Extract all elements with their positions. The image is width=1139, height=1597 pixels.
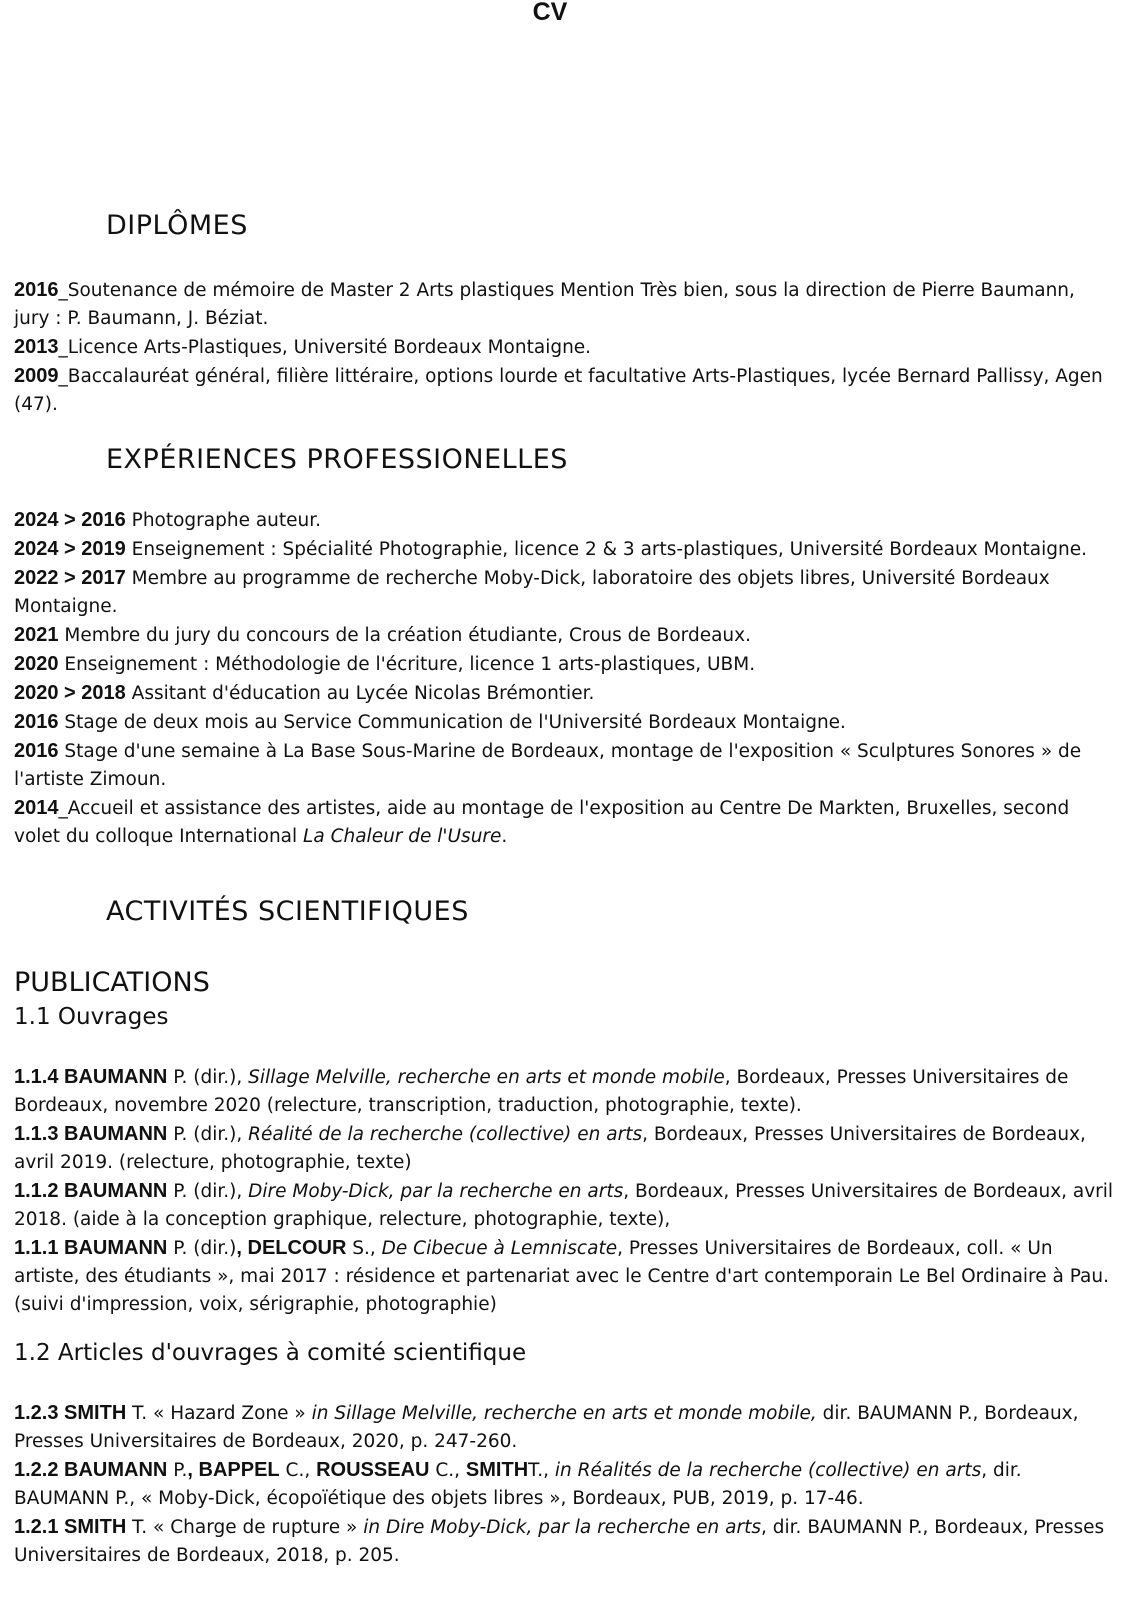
entry-text-3: C.,	[429, 1460, 466, 1481]
entry-text: _Licence Arts-Plastiques, Université Bordeaux Montaigne.	[58, 337, 592, 358]
entry-text: Membre du jury du concours de la création étudiante, Crous de Bordeaux.	[58, 625, 751, 646]
list-item	[14, 650, 1114, 679]
entry-key: 1.1.2 BAUMANN	[14, 1180, 168, 1202]
entry-italic: in Réalités de la recherche (collective) en arts	[554, 1460, 982, 1481]
entry-text: Stage de deux mois au Service Communication de l'Université Bordeaux Montaigne.	[58, 712, 846, 733]
list-item	[14, 506, 1114, 535]
entry-key: 1.2.1 SMITH	[14, 1516, 127, 1538]
list-item	[14, 708, 1114, 737]
entry-key: 2024 > 2019	[14, 538, 126, 560]
entry-italic: in Dire Moby-Dick, par la recherche en arts	[363, 1517, 761, 1538]
entry-text: Stage d'une semaine à La Base Sous-Marine de Bordeaux, montage de l'exposition « Sculptures Sonores » de l'artiste Zimoun.	[14, 741, 1082, 790]
entry-text-after: , dir. BAUMANN P., Bordeaux, Presses Universitaires de Bordeaux, 2018, p. 205.	[14, 1517, 1105, 1566]
entry-text: Assitant d'éducation au Lycée Nicolas Brémontier.	[125, 683, 595, 704]
entry-text: _Soutenance de mémoire de Master 2 Arts plastiques Mention Très bien, sous la direction de Pierre Baumann, jury : P. Baumann, J. Béziat.	[14, 280, 1075, 329]
entry-key: 1.2.2 BAUMANN	[14, 1459, 168, 1481]
entry-italic: in Sillage Melville, recherche en arts et monde mobile,	[311, 1403, 817, 1424]
entry-text: Photographe auteur.	[125, 510, 322, 531]
entry-italic: De Cibecue à Lemniscate	[381, 1238, 618, 1259]
entry-text-after: , dir. BAUMANN P., « Moby-Dick, écopoïétique des objets libres », Bordeaux, PUB, 2019, p. 17-46.	[14, 1460, 1022, 1509]
entry-text-4: T.,	[528, 1460, 555, 1481]
heading-publications: PUBLICATIONS	[14, 967, 210, 998]
entry-text-2: C.,	[279, 1460, 317, 1481]
entry-key: 2022 > 2017	[14, 567, 126, 589]
diplomes-list	[14, 276, 1114, 419]
entry-key: 2020	[14, 653, 59, 675]
entry-text-after: , Bordeaux, Presses Universitaires de Bordeaux, avril 2018. (aide à la conception graphique, relecture, photographie, texte),	[14, 1181, 1114, 1230]
list-item	[14, 1063, 1114, 1120]
entry-text: P.	[167, 1460, 188, 1481]
entry-key-4: SMITH	[465, 1459, 529, 1481]
list-item	[14, 621, 1114, 650]
list-item	[14, 276, 1114, 333]
entry-text-after: .	[501, 826, 508, 847]
entry-italic: La Chaleur de l'Usure	[303, 826, 502, 847]
entry-text: P. (dir.)	[167, 1238, 237, 1259]
entry-text-after: , Bordeaux, Presses Universitaires de Bordeaux, novembre 2020 (relecture, transcription, traduction, photographie, texte).	[14, 1067, 1069, 1116]
entry-key: 2024 > 2016	[14, 509, 126, 531]
list-item	[14, 362, 1114, 419]
list-item	[14, 679, 1114, 708]
heading-experiences: EXPÉRIENCES PROFESSIONELLES	[106, 444, 568, 475]
entry-key: 2020 > 2018	[14, 682, 126, 704]
heading-diplomes: DIPLÔMES	[106, 210, 248, 241]
list-item	[14, 1399, 1114, 1456]
entry-key: 1.1.1 BAUMANN	[14, 1237, 168, 1259]
entry-key: 1.2.3 SMITH	[14, 1402, 127, 1424]
entry-key: 2016	[14, 740, 59, 762]
entry-text-2: S.,	[346, 1238, 382, 1259]
experiences-list	[14, 506, 1114, 851]
entry-text-after: dir. BAUMANN P., Bordeaux, Presses Universitaires de Bordeaux, 2020, p. 247-260.	[14, 1403, 1079, 1452]
list-item	[14, 1120, 1114, 1177]
entry-text: P. (dir.),	[167, 1067, 249, 1088]
ouvrages-list	[14, 1063, 1114, 1319]
list-item	[14, 1513, 1114, 1570]
entry-key: 2016	[14, 711, 59, 733]
entry-text: _Accueil et assistance des artistes, aide au montage de l'exposition au Centre De Markten, Bruxelles, second volet du colloque International	[14, 798, 1070, 847]
entry-key: 2009	[14, 365, 59, 387]
list-item	[14, 1234, 1114, 1319]
entry-key: 1.1.4 BAUMANN	[14, 1066, 168, 1088]
entry-text: Enseignement : Spécialité Photographie, licence 2 & 3 arts-plastiques, Université Bordeaux Montaigne.	[125, 539, 1088, 560]
list-item	[14, 1456, 1114, 1513]
entry-key-3: ROUSSEAU	[316, 1459, 430, 1481]
entry-text: T. « Charge de rupture »	[126, 1517, 364, 1538]
list-item	[14, 564, 1114, 621]
list-item	[14, 535, 1114, 564]
heading-activites: ACTIVITÉS SCIENTIFIQUES	[106, 896, 469, 927]
articles-list	[14, 1399, 1114, 1570]
entry-text: P. (dir.),	[167, 1124, 249, 1145]
entry-key-2: , DELCOUR	[236, 1237, 347, 1259]
entry-text: Enseignement : Méthodologie de l'écriture, licence 1 arts-plastiques, UBM.	[58, 654, 756, 675]
entry-key: 2014	[14, 797, 59, 819]
list-item	[14, 333, 1114, 362]
list-item	[14, 737, 1114, 794]
entry-text: _Baccalauréat général, filière littéraire, options lourde et facultative Arts-Plastiques, lycée Bernard Pallissy, Agen (47).	[14, 366, 1103, 415]
list-item	[14, 794, 1114, 851]
heading-ouvrages: 1.1 Ouvrages	[14, 1004, 169, 1030]
list-item	[14, 1177, 1114, 1234]
entry-key: 2021	[14, 624, 59, 646]
entry-text: Membre au programme de recherche Moby-Dick, laboratoire des objets libres, Université Bordeaux Montaigne.	[14, 568, 1050, 617]
entry-italic: Dire Moby-Dick, par la recherche en arts	[248, 1181, 624, 1202]
entry-key: 2016	[14, 279, 59, 301]
entry-key: 2013	[14, 336, 59, 358]
entry-text: P. (dir.),	[167, 1181, 249, 1202]
entry-key: 1.1.3 BAUMANN	[14, 1123, 168, 1145]
entry-italic: Sillage Melville, recherche en arts et monde mobile	[248, 1067, 725, 1088]
heading-articles: 1.2 Articles d'ouvrages à comité scientifique	[14, 1340, 527, 1366]
entry-text: T. « Hazard Zone »	[126, 1403, 312, 1424]
entry-text-after: , Presses Universitaires de Bordeaux, coll. « Un artiste, des étudiants », mai 2017 : résidence et partenariat avec le Centre d'art contemporain Le Bel Ordinaire à Pau. (suivi d'impression, voix, sérigraphie, photographie)	[14, 1238, 1109, 1315]
page-title: CV	[532, 0, 568, 26]
entry-italic: Réalité de la recherche (collective) en arts	[248, 1124, 643, 1145]
entry-text-after: , Bordeaux, Presses Universitaires de Bordeaux, avril 2019. (relecture, photographie, texte)	[14, 1124, 1086, 1173]
entry-key-2: , BAPPEL	[187, 1459, 280, 1481]
